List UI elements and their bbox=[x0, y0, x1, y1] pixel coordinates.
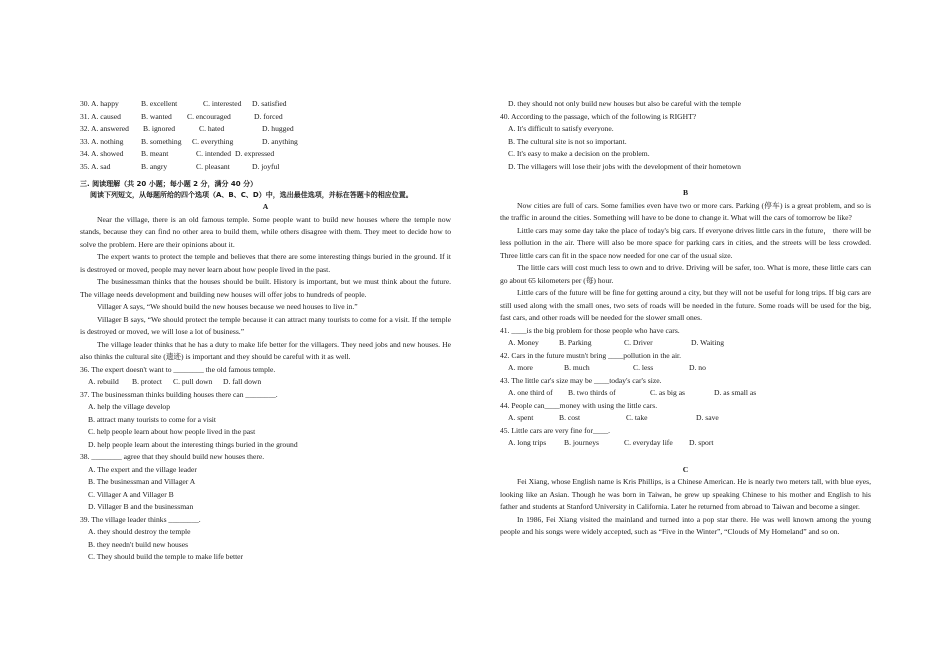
question-options bbox=[80, 376, 451, 389]
answer-option: A. spent bbox=[508, 413, 534, 422]
question-options bbox=[500, 412, 871, 425]
answer-option: D. help people learn about the interesting things buried in the ground bbox=[88, 439, 298, 449]
answer-option: C. everyday life bbox=[624, 438, 673, 447]
answer-option: B. protect bbox=[132, 377, 162, 386]
answer-option: D. Villager B and the businessman bbox=[88, 502, 194, 511]
answer-option: C. take bbox=[626, 413, 648, 422]
question-options bbox=[500, 387, 871, 400]
vocab-row-32 bbox=[80, 123, 451, 136]
section-heading: 三. 阅读理解（共 20 小题；每小题 2 分，满分 40 分） bbox=[80, 180, 258, 188]
passage-paragraph: The village leader thinks that he has a duty to make life better for the villagers. They need jobs and new houses. He also thinks the cultural site (遗迹) is important and they should be careful with it as well. bbox=[80, 339, 451, 361]
passage-paragraph: Villager A says, “We should build the new houses because we need houses to live in.” bbox=[97, 302, 358, 311]
answer-option: B. The cultural site is not so important. bbox=[508, 136, 627, 146]
vocab-option: 32. A. answered bbox=[80, 124, 129, 133]
answer-option: C. Driver bbox=[624, 338, 653, 347]
answer-option: D. Waiting bbox=[691, 338, 724, 347]
passage-paragraph: Villager B says, “We should protect the temple because it can attract many tourists to come for a visit. If the temple is destroyed or moved, we will lose a lot of business.” bbox=[80, 314, 451, 336]
vocab-option: B. ignored bbox=[143, 124, 176, 133]
answer-option: C. It's easy to make a decision on the problem. bbox=[508, 149, 650, 158]
answer-option: C. help people learn about how people lived in the past bbox=[88, 427, 256, 436]
passage-paragraph: The businessman thinks that the houses should be built. History is important, but we must think about the future. The village needs development and building new houses will offer jobs to hundreds of people. bbox=[80, 277, 451, 299]
vocab-row-30 bbox=[80, 98, 451, 111]
passage-paragraph: Little cars of the future will be fine for getting around a city, but they will not be useful for long trips. If big cars are still used along with the small ones, two sets of roads will be needed in the future. Some roads will be used for the big, fast cars, and other roads will be needed for the slower small ones. bbox=[500, 288, 871, 322]
vocab-option: 33. A. nothing bbox=[80, 136, 124, 146]
vocab-option: 30. A. happy bbox=[80, 99, 119, 108]
answer-option: C. They should build the temple to make life better bbox=[88, 552, 244, 561]
vocab-option: 31. A. caused bbox=[80, 111, 121, 121]
answer-option: D. they should not only build new houses but also be careful with the temple bbox=[508, 99, 742, 108]
right-column bbox=[500, 98, 871, 539]
answer-option: B. two thirds of bbox=[568, 388, 616, 397]
answer-option: C. Villager A and Villager B bbox=[88, 489, 174, 499]
passage-paragraph: In 1986, Fei Xiang visited the mainland and turned into a pop star there. He was well known among the young people and his songs were widely accepted, such as “Five in the Winter”, “Clouds of My Homeland” and so on. bbox=[500, 514, 871, 536]
answer-option: D. sport bbox=[689, 438, 714, 447]
vocab-option: B. angry bbox=[141, 161, 168, 171]
question-stem: 39. The village leader thinks ________. bbox=[80, 514, 201, 524]
answer-option: A. long trips bbox=[508, 438, 547, 447]
answer-option: A. It's difficult to satisfy everyone. bbox=[508, 124, 614, 133]
answer-option: C. less bbox=[633, 363, 654, 372]
question-stem: 41. ____is the big problem for those people who have cars. bbox=[500, 325, 680, 335]
vocab-option: B. meant bbox=[141, 149, 169, 158]
question-stem: 38. ________ agree that they should build new houses there. bbox=[80, 452, 265, 461]
question-options bbox=[500, 337, 871, 350]
vocab-option: C. everything bbox=[192, 136, 234, 146]
passage-paragraph: Near the village, there is an old famous temple. Some people want to build new houses where the temple now stands, because they can find no other area to build them, while others disagree with them. They meet to decide how to solve the problem. Here are their opinions about it. bbox=[80, 214, 451, 249]
vocab-option: C. pleasant bbox=[196, 161, 230, 171]
question-stem: 40. According to the passage, which of the following is RIGHT? bbox=[500, 111, 697, 121]
answer-option: C. as big as bbox=[650, 388, 686, 397]
question-stem: 37. The businessman thinks building houses there can ________. bbox=[80, 389, 278, 399]
vocab-option: 34. A. showed bbox=[80, 149, 124, 158]
passage-label-a: A bbox=[262, 202, 269, 211]
vocab-row-34 bbox=[80, 148, 451, 161]
answer-option: B. journeys bbox=[564, 438, 600, 447]
vocab-option: C. intended bbox=[196, 149, 232, 158]
vocab-option: D. hugged bbox=[262, 124, 294, 133]
question-stem: 45. Little cars are very fine for____. bbox=[500, 425, 611, 435]
answer-option: B. they needn't build new houses bbox=[88, 539, 189, 549]
answer-option: B. Parking bbox=[559, 338, 592, 347]
answer-option: A. they should destroy the temple bbox=[88, 527, 191, 536]
vocab-option: D. anything bbox=[262, 136, 298, 146]
question-stem: 42. Cars in the future mustn't bring ____pollution in the air. bbox=[500, 350, 682, 360]
question-stem: 43. The little car's size may be ____today's car's size. bbox=[500, 375, 662, 385]
answer-option: D. as small as bbox=[714, 388, 757, 397]
answer-option: D. save bbox=[696, 413, 719, 422]
vocab-row-31 bbox=[80, 111, 451, 124]
passage-paragraph: Little cars may some day take the place of today's big cars. If everyone drives little cars in the future， there will be less pollution in the air. There will also be more space for parking cars in cities, and the streets will be less crowded. Three little cars can fit in the space now needed for one car of the usual size. bbox=[500, 225, 871, 260]
answer-option: B. attract many tourists to come for a visit bbox=[88, 414, 217, 424]
passage-label-b: B bbox=[682, 188, 689, 197]
question-stem: 36. The expert doesn't want to ________ the old famous temple. bbox=[80, 364, 276, 374]
question-options bbox=[500, 362, 871, 375]
vocab-row-35 bbox=[80, 161, 451, 174]
passage-paragraph: Fei Xiang, whose English name is Kris Phillips, is a Chinese American. He is nearly two meters tall, with blue eyes, looking like an Asian. Though he was born in Taiwan, he grew up speaking Chinese to his mother and English to his father and students at Stanford University in California. Later he returned from abroad to Taiwan and become a singer. bbox=[500, 477, 871, 511]
answer-option: A. Money bbox=[508, 338, 539, 347]
left-column bbox=[80, 98, 451, 564]
answer-option: A. rebuild bbox=[88, 377, 119, 386]
question-stem: 44. People can____money with using the little cars. bbox=[500, 400, 658, 410]
passage-paragraph: The expert wants to protect the temple and believes that there are some interesting things buried in the ground. If it is destroyed or moved, people may never learn about how people lived in the past. bbox=[80, 252, 451, 274]
answer-option: A. more bbox=[508, 363, 533, 372]
answer-option: B. The businessman and Villager A bbox=[88, 477, 196, 486]
answer-option: C. pull down bbox=[173, 377, 213, 386]
vocab-row-33 bbox=[80, 136, 451, 149]
section-instruction: 阅读下列短文，从每题所给的四个选项（A、B、C、D）中，选出最佳选项，并标在答题卡的相应位置。 bbox=[90, 191, 413, 199]
vocab-option: D. satisfied bbox=[252, 99, 287, 108]
vocab-option: B. excellent bbox=[141, 99, 178, 108]
vocab-option: B. something bbox=[141, 136, 182, 146]
answer-option: B. much bbox=[564, 363, 590, 372]
answer-option: A. help the village develop bbox=[88, 402, 171, 411]
answer-option: D. no bbox=[689, 363, 706, 372]
vocab-option: C. encouraged bbox=[187, 111, 231, 121]
vocab-option: B. wanted bbox=[141, 111, 172, 121]
vocab-option: C. hated bbox=[199, 124, 225, 133]
vocab-option: D. forced bbox=[254, 111, 283, 121]
passage-label-c: C bbox=[682, 464, 689, 474]
answer-option: A. The expert and the village leader bbox=[88, 464, 197, 474]
vocab-option: D. joyful bbox=[252, 161, 280, 171]
answer-option: D. fall down bbox=[223, 377, 262, 386]
answer-option: A. one third of bbox=[508, 388, 553, 397]
passage-paragraph: The little cars will cost much less to own and to drive. Driving will be safer, too. What is more, these little cars can go about 65 kilometers per (每) hour. bbox=[500, 263, 871, 285]
vocab-option: 35. A. sad bbox=[80, 161, 111, 171]
vocab-option: D. expressed bbox=[235, 149, 275, 158]
question-options bbox=[500, 437, 871, 450]
vocab-option: C. interested bbox=[203, 99, 242, 108]
passage-paragraph: Now cities are full of cars. Some families even have two or more cars. Parking (停车) is a great problem, and so is the traffic in around the cities. Something will have to be done to change it. What will the cars of tomorrow be like? bbox=[500, 200, 871, 222]
answer-option: B. cost bbox=[559, 413, 581, 422]
answer-option: D. The villagers will lose their jobs with the development of their hometown bbox=[508, 161, 741, 171]
